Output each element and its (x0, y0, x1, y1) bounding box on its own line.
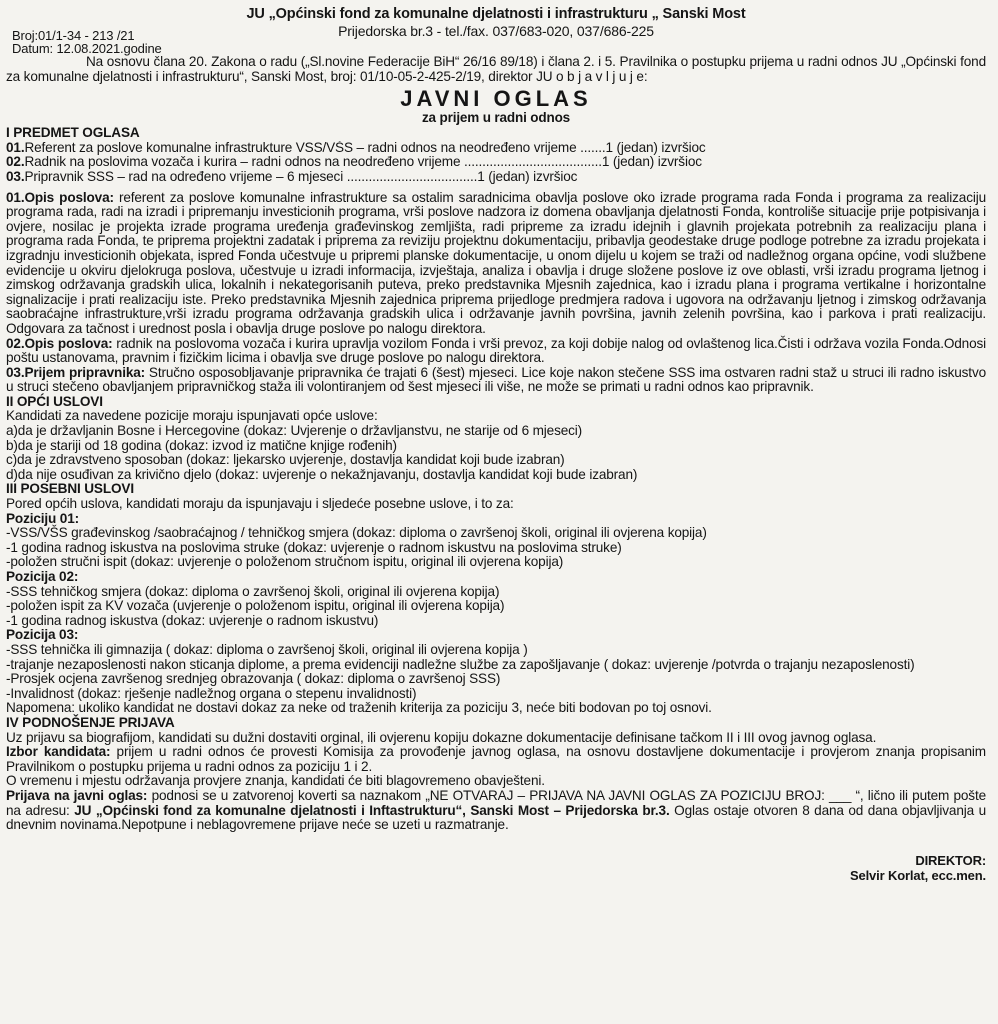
label: 01.Opis poslova: (6, 189, 114, 205)
general-condition-b: b)da je stariji od 18 godina (dokaz: izvod iz matične knjige rođenih) (6, 437, 397, 453)
position-02-condition: -SSS tehničkog smjera (dokaz: diploma o završenoj školi, original ili ovjerena kopija) (6, 583, 500, 599)
section-heading-predmet: I PREDMET OGLASA (6, 125, 140, 141)
position-text: Radnik na poslovima vozača i kurira – radni odnos na neodređeno vrijeme ......................................1 (jedan) izvršioc (24, 155, 702, 170)
job-description-02 (6, 337, 986, 366)
position-03-condition: -Prosjek ocjena završenog srednjeg obrazovanja ( dokaz: diploma o završenoj SSS) (6, 671, 501, 687)
label: 02.Opis poslova: (6, 335, 113, 351)
position-03-condition: -Invalidnost (dokaz: rješenje nadležnog organa o stepenu invalidnosti) (6, 685, 417, 701)
label: Izbor kandidata: (6, 744, 111, 760)
section-heading-posebni: III POSEBNI USLOVI (6, 481, 134, 497)
label: Prijava na javni oglas: (6, 787, 148, 803)
section-heading-podnosenje: IV PODNOŠENJE PRIJAVA (6, 714, 175, 730)
knowledge-check-notice: O vremenu i mjestu održavanja provjere znanja, kandidati će biti blagovremeno obavješteni. (6, 773, 545, 789)
position-02-condition: -1 godina radnog iskustva (dokaz: uvjerenje o radnom iskustvu) (6, 612, 379, 628)
text: referent za poslove komunalne infrastrukture sa ostalim saradnicima obavlja poslove oko izrade programa rada Fonda i programa za realizaciju programa rada, radi na izradi i pripremanju investicionih programa, vrši poslove nadzora iz domena obavljanja djelatnosti Fonda, kontroliše situacije prije potpisivanja i ovjere, nosilac je projekta izrade programa uređenja građevinskog zemljišta, radi pripreme za izradu idejnih i glavnih projekata potrebnih za realizaciju plana i programa rada Fonda, te priprema projektni zadatak i priprema za reviziju projektnu dokumentaciju, pribavlja geodestake druge podloge potrebne za izradu projekata i izgradnju investicionih objekata, ispred Fonda učestvuje u pripremi planske dokumentacije, u onom dijelu u kojem se traži od nadležnog organa općine, vodi službene evidencije u okviru djelokruga poslova, učestvuje u izradi informacija, izvještaja, analiza i obavlja i druge složene poslove iz ove oblasti, vrši izradu programa ljetnog i zimskog održavanja gradskih ulica, lokalnih i nekategorisanih puteva, preko predstavnika Mjesnih zajednica, kao i izradu plana i programa vertikalne i horizontalne signalizacije i prati realizaciju iste. Preko predstavnika Mjesnih zajednica priprema prijedloge predmjera radova i ugovora na održavanju ljetnog i zimskog održavanja saobraćajne infrastrukture,vrši izradu programa održavanja gradskih ulica i održavanje javnih površina, javnih zelenih površina, kao i parkova i prati realizaciju. Odgovara za tačnost i urednost posla i obavlja druge poslove po nalogu direktora. (6, 189, 987, 336)
deadline: Oglas ostaje otvoren 8 dana od dana objavljivanja u dnevnim novinama.Nepotpune i neblagovremene prijave neće se uzeti u razmatranje. (6, 802, 986, 833)
position-01 (6, 141, 986, 156)
position-03-condition: -trajanje nezaposlenosti nakon sticanja diplome, a prema evidenciji nadležne službe za zapošljavanje ( dokaz: uvjerenje /potvrda o trajanju nezaposlenosti) (6, 656, 915, 672)
position-01-condition: -VSS/VŠS građevinskog /saobraćajnog / tehničkog smjera (dokaz: diploma o završenoj školi, original ili ovjerena kopija) (6, 525, 707, 541)
position-01-condition: -položen stručni ispit (dokaz: uvjerenje o položenom stručnom ispitu, original ili ovjerena kopija) (6, 554, 564, 570)
position-number: 03. (6, 169, 25, 184)
text: podnosi se u zatvorenoj koverti sa naznakom „NE OTVARAJ – PRIJAVA NA JAVNI OGLAS ZA POZICIJU BROJ: ___ “, lično ili putem pošte na adresu: (6, 787, 986, 818)
document-subtitle: za prijem u radni odnos (421, 110, 571, 126)
special-conditions-intro: Pored općih uslova, kandidati moraju da ispunjavaju i sljedeće posebne uslove, i to za: (6, 496, 514, 512)
application-paragraph: Uz prijavu sa biografijom, kandidati su dužni dostaviti orginal, ili ovjerenu kopiju dokazne dokumentacije definisane tačkom II i III ovog javnog oglasa. (6, 729, 877, 745)
section-heading-opci: II OPĆI USLOVI (6, 393, 103, 409)
position-02 (6, 155, 986, 170)
position-text: Pripravnik SSS – rad na određeno vrijeme – 6 mjeseci ....................................1 (jedan) izvršioc (24, 169, 578, 184)
general-condition-d: d)da nije osuđivan za krivično djelo (dokaz: uvjerenje o nekažnjavanju, dostavlja kandidat koji bude izabran) (6, 466, 638, 482)
job-description-01 (6, 191, 986, 337)
organization-name: JU „Općinski fond za komunalne djelatnosti i infrastrukturu „ Sanski Most (246, 6, 746, 22)
position-02-label: Pozicija 02: (6, 569, 79, 584)
signatory-role: DIREKTOR: (915, 852, 986, 868)
position-03 (6, 170, 986, 185)
position-number: 02. (6, 155, 25, 170)
signatory-name: Selvir Korlat, ecc.men. (849, 867, 986, 883)
position-number: 01. (6, 140, 25, 155)
position-03-condition: -SSS tehnička ili gimnazija ( dokaz: diploma o završenoj školi, original ili ovjerena kopija ) (6, 641, 528, 657)
text: prijem u radni odnos će provesti Komisija za provođenje javnog oglasa, na osnovu dostavljene dokumentacije i provjerom znanja propisanim Pravilnikom o postupku prijema u radni odnos za poziciju 1 i 2. (6, 744, 986, 774)
text: Stručno osposobljavanje pripravnika će trajati 6 (šest) mjeseci. Lice koje nakon stečene SSS ima ostvaren radni staž u struci ili radno iskustvo u struci stečeno obavljanjem pripravničkog staža ili volontiranjem od šest mjeseci ili više, ne može se primati u radni odnos kao pripravnik. (6, 364, 986, 395)
reference-date: Datum: 12.08.2021.godine (12, 41, 162, 56)
general-condition-a: a)da je državljanin Bosne i Hercegovine (dokaz: Uvjerenje o državljanstvu, ne starije od 6 mjeseci) (6, 423, 583, 439)
general-conditions-intro: Kandidati za navedene pozicije moraju ispunjavati opće uslove: (6, 408, 378, 424)
signature-block (6, 853, 986, 883)
position-02-condition: -položen ispit za KV vozača (uvjerenje o položenom ispitu, original ili ovjerena kopija) (6, 598, 505, 614)
position-text: Referent za poslove komunalne infrastrukture VSS/VŠS – radni odnos na neodređeno vrijeme .......1 (jedan) izvršioc (24, 140, 706, 155)
general-condition-c: c)da je zdravstveno sposoban (dokaz: ljekarsko uvjerenje, dostavlja kandidat koji bude izabran) (6, 452, 565, 468)
selection-paragraph (6, 745, 986, 774)
organization-address: Prijedorska br.3 - tel./fax. 037/683-020, 037/686-225 (338, 23, 654, 39)
document-title: JAVNI OGLAS (400, 86, 592, 112)
position-03-label: Pozicija 03: (6, 627, 79, 643)
text: radnik na poslovoma vozača i kurira upravlja vozilom Fonda i vrši prevoz, za koji dobije nalog od ovlaštenog lica.Čisti i održava vozila Fonda.Odnosi poštu ustanovama, pravnim i fizičkim licima i obavlja sve druge poslove po nalogu direktora. (6, 335, 986, 366)
reference-number: Broj:01/1-34 - 213 /21 (12, 28, 135, 43)
trainee-admission (6, 366, 986, 395)
label: 03.Prijem pripravnika: (6, 364, 146, 380)
position-01-condition: -1 godina radnog iskustva na poslovima struke (dokaz: uvjerenje o radnom iskustvu na poslovima struke) (6, 539, 622, 555)
submission-paragraph (6, 789, 986, 833)
address: JU „Općinski fond za komunalne djelatnosti i Inftastrukturu“, Sanski Most – Prijedorska br.3. (74, 802, 670, 818)
intro-paragraph: Na osnovu člana 20. Zakona o radu („Sl.novine Federacije BiH“ 26/16 89/18) i člana 2. i 5. Pravilnika o postupku prijema u radni odnos JU „Općinski fond za komunalne djelatnosti i infrastrukturu“, Sanski Most, broj: 01/10-05-2-425-2/19, direktor JU o b j a v l j u j e: (6, 54, 986, 84)
note: Napomena: ukoliko kandidat ne dostavi dokaz za neke od traženih kriterija za poziciju 3, neće biti bodovan po toj osnovi. (6, 700, 712, 716)
position-01-label: Poziciju 01: (6, 510, 79, 526)
